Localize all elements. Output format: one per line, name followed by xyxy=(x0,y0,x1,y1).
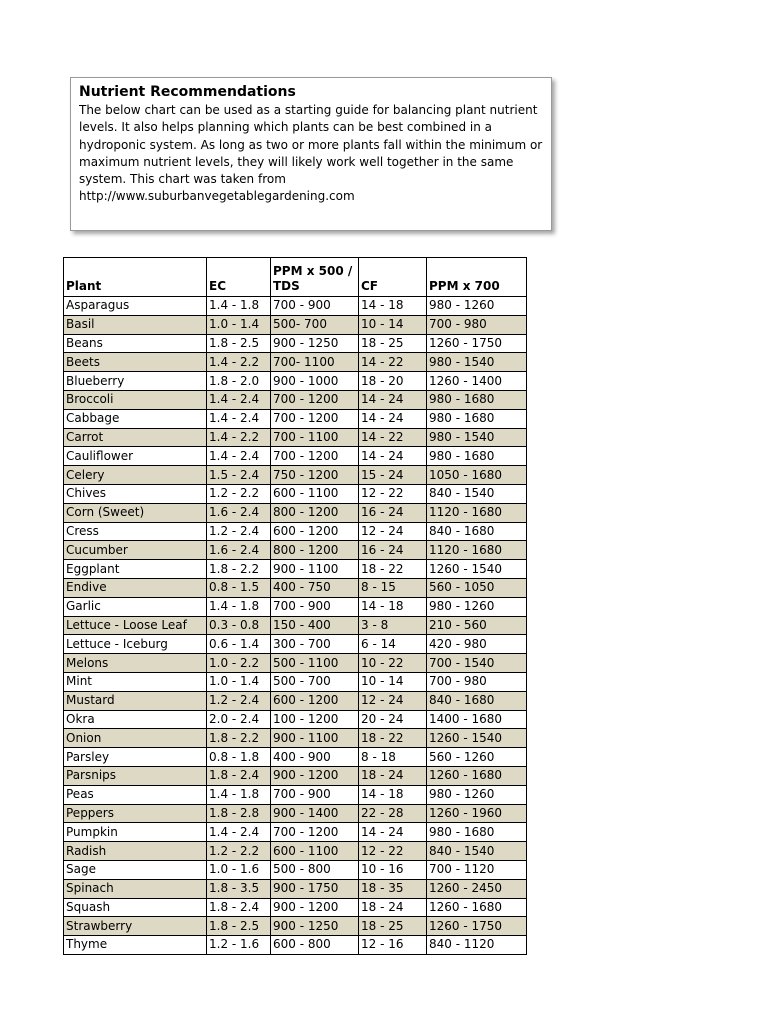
table-row xyxy=(64,428,527,447)
cell-ec: 0.6 - 1.4 xyxy=(207,635,271,654)
cell-ppm-700: 1260 - 1400 xyxy=(427,372,527,391)
cell-ec: 1.4 - 2.4 xyxy=(207,823,271,842)
cell-plant: Peas xyxy=(64,785,207,804)
cell-cf: 12 - 22 xyxy=(359,842,427,861)
table-row xyxy=(64,748,527,767)
table-row xyxy=(64,503,527,522)
cell-ppm-500: 900 - 1750 xyxy=(271,879,359,898)
cell-ppm-700: 980 - 1540 xyxy=(427,353,527,372)
cell-plant: Parsley xyxy=(64,748,207,767)
cell-cf: 10 - 22 xyxy=(359,654,427,673)
cell-cf: 14 - 24 xyxy=(359,409,427,428)
table-row xyxy=(64,785,527,804)
table-row xyxy=(64,766,527,785)
cell-plant: Beets xyxy=(64,353,207,372)
cell-plant: Pumpkin xyxy=(64,823,207,842)
cell-cf: 15 - 24 xyxy=(359,466,427,485)
cell-cf: 10 - 16 xyxy=(359,860,427,879)
cell-ppm-500: 800 - 1200 xyxy=(271,503,359,522)
cell-plant: Spinach xyxy=(64,879,207,898)
cell-plant: Celery xyxy=(64,466,207,485)
cell-ppm-500: 600 - 1100 xyxy=(271,842,359,861)
cell-ppm-500: 700- 1100 xyxy=(271,353,359,372)
cell-ppm-500: 700 - 1200 xyxy=(271,390,359,409)
cell-ec: 0.8 - 1.8 xyxy=(207,748,271,767)
table-header-row xyxy=(64,258,527,297)
cell-ppm-500: 100 - 1200 xyxy=(271,710,359,729)
cell-cf: 8 - 18 xyxy=(359,748,427,767)
cell-ec: 1.2 - 2.4 xyxy=(207,691,271,710)
cell-ppm-500: 700 - 900 xyxy=(271,785,359,804)
cell-plant: Thyme xyxy=(64,936,207,955)
cell-cf: 10 - 14 xyxy=(359,315,427,334)
cell-ppm-500: 500 - 1100 xyxy=(271,654,359,673)
cell-ppm-500: 900 - 1400 xyxy=(271,804,359,823)
cell-ec: 1.8 - 2.8 xyxy=(207,804,271,823)
cell-cf: 18 - 25 xyxy=(359,334,427,353)
cell-ec: 2.0 - 2.4 xyxy=(207,710,271,729)
cell-ppm-500: 700 - 1200 xyxy=(271,447,359,466)
cell-plant: Parsnips xyxy=(64,766,207,785)
cell-ec: 1.0 - 1.4 xyxy=(207,315,271,334)
cell-ec: 1.2 - 2.2 xyxy=(207,484,271,503)
cell-ppm-700: 840 - 1540 xyxy=(427,842,527,861)
cell-cf: 18 - 35 xyxy=(359,879,427,898)
cell-plant: Strawberry xyxy=(64,917,207,936)
cell-ppm-700: 1260 - 1750 xyxy=(427,917,527,936)
cell-ppm-700: 700 - 1120 xyxy=(427,860,527,879)
cell-plant: Beans xyxy=(64,334,207,353)
cell-cf: 12 - 24 xyxy=(359,522,427,541)
table-row xyxy=(64,484,527,503)
table-row xyxy=(64,917,527,936)
cell-ec: 1.8 - 2.4 xyxy=(207,766,271,785)
cell-ec: 1.4 - 2.4 xyxy=(207,447,271,466)
nutrient-table xyxy=(63,257,527,955)
cell-plant: Mint xyxy=(64,672,207,691)
cell-plant: Cauliflower xyxy=(64,447,207,466)
cell-cf: 18 - 20 xyxy=(359,372,427,391)
cell-ppm-500: 900 - 1200 xyxy=(271,766,359,785)
cell-ec: 1.8 - 2.5 xyxy=(207,917,271,936)
info-box xyxy=(70,77,552,231)
table-row xyxy=(64,635,527,654)
cell-ppm-700: 980 - 1680 xyxy=(427,447,527,466)
table-row xyxy=(64,353,527,372)
cell-cf: 14 - 24 xyxy=(359,390,427,409)
table-row xyxy=(64,898,527,917)
cell-ec: 1.0 - 1.4 xyxy=(207,672,271,691)
cell-ppm-500: 900 - 1250 xyxy=(271,917,359,936)
cell-cf: 18 - 25 xyxy=(359,917,427,936)
cell-cf: 18 - 24 xyxy=(359,898,427,917)
table-row xyxy=(64,691,527,710)
cell-plant: Sage xyxy=(64,860,207,879)
cell-ppm-700: 980 - 1680 xyxy=(427,409,527,428)
cell-plant: Endive xyxy=(64,578,207,597)
cell-plant: Onion xyxy=(64,729,207,748)
table-row xyxy=(64,372,527,391)
table-row xyxy=(64,315,527,334)
table-body xyxy=(64,297,527,955)
table-row xyxy=(64,466,527,485)
cell-ppm-700: 1260 - 1540 xyxy=(427,729,527,748)
cell-ppm-500: 700 - 1200 xyxy=(271,823,359,842)
cell-ppm-700: 1400 - 1680 xyxy=(427,710,527,729)
cell-ppm-500: 600 - 1200 xyxy=(271,522,359,541)
cell-ppm-500: 750 - 1200 xyxy=(271,466,359,485)
info-title: Nutrient Recommendations xyxy=(79,84,296,100)
table-row xyxy=(64,578,527,597)
cell-ppm-500: 700 - 1200 xyxy=(271,409,359,428)
table-row xyxy=(64,297,527,316)
cell-plant: Corn (Sweet) xyxy=(64,503,207,522)
cell-ppm-700: 980 - 1260 xyxy=(427,597,527,616)
cell-ec: 1.8 - 2.2 xyxy=(207,560,271,579)
cell-ppm-700: 1120 - 1680 xyxy=(427,541,527,560)
cell-ppm-500: 900 - 1200 xyxy=(271,898,359,917)
cell-cf: 14 - 18 xyxy=(359,297,427,316)
cell-plant: Okra xyxy=(64,710,207,729)
cell-cf: 18 - 22 xyxy=(359,729,427,748)
info-body: The below chart can be used as a starting guide for balancing plant nutrient levels. It also helps planning which plants can be best combined in a hydroponic system. As long as two or more plants fall within the minimum or maximum nutrient levels, they will likely work well together in the same system. This chart was taken from http://www.suburbanvegetablegardening.com xyxy=(79,103,543,204)
cell-ppm-700: 840 - 1120 xyxy=(427,936,527,955)
cell-cf: 3 - 8 xyxy=(359,616,427,635)
cell-plant: Radish xyxy=(64,842,207,861)
cell-ppm-700: 1260 - 1960 xyxy=(427,804,527,823)
cell-ppm-700: 210 - 560 xyxy=(427,616,527,635)
table-row xyxy=(64,522,527,541)
cell-ppm-500: 900 - 1250 xyxy=(271,334,359,353)
cell-ppm-700: 980 - 1680 xyxy=(427,823,527,842)
table-row xyxy=(64,541,527,560)
table-row xyxy=(64,654,527,673)
cell-ppm-500: 500 - 800 xyxy=(271,860,359,879)
table-row xyxy=(64,390,527,409)
cell-ppm-500: 500 - 700 xyxy=(271,672,359,691)
table-row xyxy=(64,409,527,428)
table-row xyxy=(64,447,527,466)
table-row xyxy=(64,804,527,823)
cell-ppm-700: 1260 - 2450 xyxy=(427,879,527,898)
cell-cf: 12 - 22 xyxy=(359,484,427,503)
table-row xyxy=(64,334,527,353)
table-row xyxy=(64,936,527,955)
cell-plant: Cress xyxy=(64,522,207,541)
table-row xyxy=(64,710,527,729)
cell-plant: Basil xyxy=(64,315,207,334)
cell-ppm-700: 840 - 1680 xyxy=(427,522,527,541)
cell-ppm-500: 700 - 1100 xyxy=(271,428,359,447)
cell-ec: 1.8 - 2.4 xyxy=(207,898,271,917)
header-ec: EC xyxy=(207,258,271,297)
cell-ec: 1.4 - 2.2 xyxy=(207,353,271,372)
cell-cf: 14 - 18 xyxy=(359,597,427,616)
cell-ec: 1.4 - 2.2 xyxy=(207,428,271,447)
cell-ec: 1.6 - 2.4 xyxy=(207,541,271,560)
cell-ppm-700: 700 - 980 xyxy=(427,672,527,691)
cell-ppm-500: 700 - 900 xyxy=(271,297,359,316)
cell-ec: 1.2 - 1.6 xyxy=(207,936,271,955)
cell-ppm-500: 900 - 1100 xyxy=(271,560,359,579)
cell-ppm-700: 1260 - 1750 xyxy=(427,334,527,353)
cell-ppm-700: 840 - 1540 xyxy=(427,484,527,503)
header-ppm-500-tds: PPM x 500 / TDS xyxy=(271,258,359,297)
cell-plant: Garlic xyxy=(64,597,207,616)
cell-ppm-500: 800 - 1200 xyxy=(271,541,359,560)
cell-ec: 0.3 - 0.8 xyxy=(207,616,271,635)
cell-ppm-500: 600 - 1100 xyxy=(271,484,359,503)
cell-cf: 8 - 15 xyxy=(359,578,427,597)
cell-ec: 1.0 - 2.2 xyxy=(207,654,271,673)
cell-ec: 1.4 - 1.8 xyxy=(207,597,271,616)
cell-ppm-500: 900 - 1100 xyxy=(271,729,359,748)
table-row xyxy=(64,560,527,579)
cell-ppm-500: 600 - 1200 xyxy=(271,691,359,710)
cell-cf: 12 - 16 xyxy=(359,936,427,955)
cell-plant: Mustard xyxy=(64,691,207,710)
cell-ppm-500: 600 - 800 xyxy=(271,936,359,955)
table-row xyxy=(64,879,527,898)
cell-ppm-700: 700 - 1540 xyxy=(427,654,527,673)
table-row xyxy=(64,729,527,748)
cell-ec: 1.8 - 2.2 xyxy=(207,729,271,748)
cell-cf: 14 - 24 xyxy=(359,447,427,466)
cell-ppm-500: 400 - 750 xyxy=(271,578,359,597)
cell-ppm-700: 700 - 980 xyxy=(427,315,527,334)
cell-plant: Eggplant xyxy=(64,560,207,579)
cell-cf: 18 - 22 xyxy=(359,560,427,579)
cell-ppm-700: 980 - 1260 xyxy=(427,785,527,804)
cell-plant: Chives xyxy=(64,484,207,503)
cell-ppm-700: 980 - 1680 xyxy=(427,390,527,409)
table-row xyxy=(64,616,527,635)
cell-plant: Cabbage xyxy=(64,409,207,428)
cell-ppm-700: 840 - 1680 xyxy=(427,691,527,710)
cell-plant: Cucumber xyxy=(64,541,207,560)
cell-plant: Melons xyxy=(64,654,207,673)
cell-ppm-500: 400 - 900 xyxy=(271,748,359,767)
cell-ppm-700: 1050 - 1680 xyxy=(427,466,527,485)
cell-ec: 1.2 - 2.2 xyxy=(207,842,271,861)
cell-cf: 16 - 24 xyxy=(359,503,427,522)
cell-ec: 1.4 - 1.8 xyxy=(207,297,271,316)
cell-ppm-500: 300 - 700 xyxy=(271,635,359,654)
cell-ppm-500: 150 - 400 xyxy=(271,616,359,635)
cell-plant: Squash xyxy=(64,898,207,917)
cell-ec: 0.8 - 1.5 xyxy=(207,578,271,597)
cell-cf: 14 - 22 xyxy=(359,353,427,372)
cell-cf: 16 - 24 xyxy=(359,541,427,560)
cell-ec: 1.8 - 2.5 xyxy=(207,334,271,353)
cell-plant: Blueberry xyxy=(64,372,207,391)
cell-ppm-700: 980 - 1260 xyxy=(427,297,527,316)
header-plant: Plant xyxy=(64,258,207,297)
cell-plant: Lettuce - Loose Leaf xyxy=(64,616,207,635)
cell-ec: 1.8 - 2.0 xyxy=(207,372,271,391)
cell-ec: 1.8 - 3.5 xyxy=(207,879,271,898)
table-row xyxy=(64,823,527,842)
table-row xyxy=(64,597,527,616)
cell-cf: 10 - 14 xyxy=(359,672,427,691)
cell-ppm-700: 1260 - 1680 xyxy=(427,766,527,785)
cell-plant: Peppers xyxy=(64,804,207,823)
cell-plant: Asparagus xyxy=(64,297,207,316)
cell-ppm-700: 980 - 1540 xyxy=(427,428,527,447)
cell-ppm-700: 1260 - 1680 xyxy=(427,898,527,917)
cell-ec: 1.6 - 2.4 xyxy=(207,503,271,522)
cell-ppm-700: 560 - 1260 xyxy=(427,748,527,767)
cell-ec: 1.2 - 2.4 xyxy=(207,522,271,541)
header-cf: CF xyxy=(359,258,427,297)
cell-plant: Broccoli xyxy=(64,390,207,409)
cell-cf: 20 - 24 xyxy=(359,710,427,729)
cell-cf: 6 - 14 xyxy=(359,635,427,654)
header-ppm-700: PPM x 700 xyxy=(427,258,527,297)
cell-cf: 14 - 24 xyxy=(359,823,427,842)
cell-plant: Lettuce - Iceburg xyxy=(64,635,207,654)
cell-ec: 1.0 - 1.6 xyxy=(207,860,271,879)
cell-ppm-500: 500- 700 xyxy=(271,315,359,334)
table-row xyxy=(64,842,527,861)
cell-ppm-700: 420 - 980 xyxy=(427,635,527,654)
cell-plant: Carrot xyxy=(64,428,207,447)
cell-ppm-700: 560 - 1050 xyxy=(427,578,527,597)
cell-cf: 14 - 22 xyxy=(359,428,427,447)
cell-cf: 14 - 18 xyxy=(359,785,427,804)
cell-ppm-500: 900 - 1000 xyxy=(271,372,359,391)
table-row xyxy=(64,672,527,691)
cell-ec: 1.4 - 1.8 xyxy=(207,785,271,804)
cell-ec: 1.5 - 2.4 xyxy=(207,466,271,485)
cell-cf: 22 - 28 xyxy=(359,804,427,823)
table-row xyxy=(64,860,527,879)
cell-ec: 1.4 - 2.4 xyxy=(207,390,271,409)
cell-ppm-500: 700 - 900 xyxy=(271,597,359,616)
cell-ppm-700: 1120 - 1680 xyxy=(427,503,527,522)
cell-cf: 12 - 24 xyxy=(359,691,427,710)
cell-cf: 18 - 24 xyxy=(359,766,427,785)
cell-ec: 1.4 - 2.4 xyxy=(207,409,271,428)
cell-ppm-700: 1260 - 1540 xyxy=(427,560,527,579)
